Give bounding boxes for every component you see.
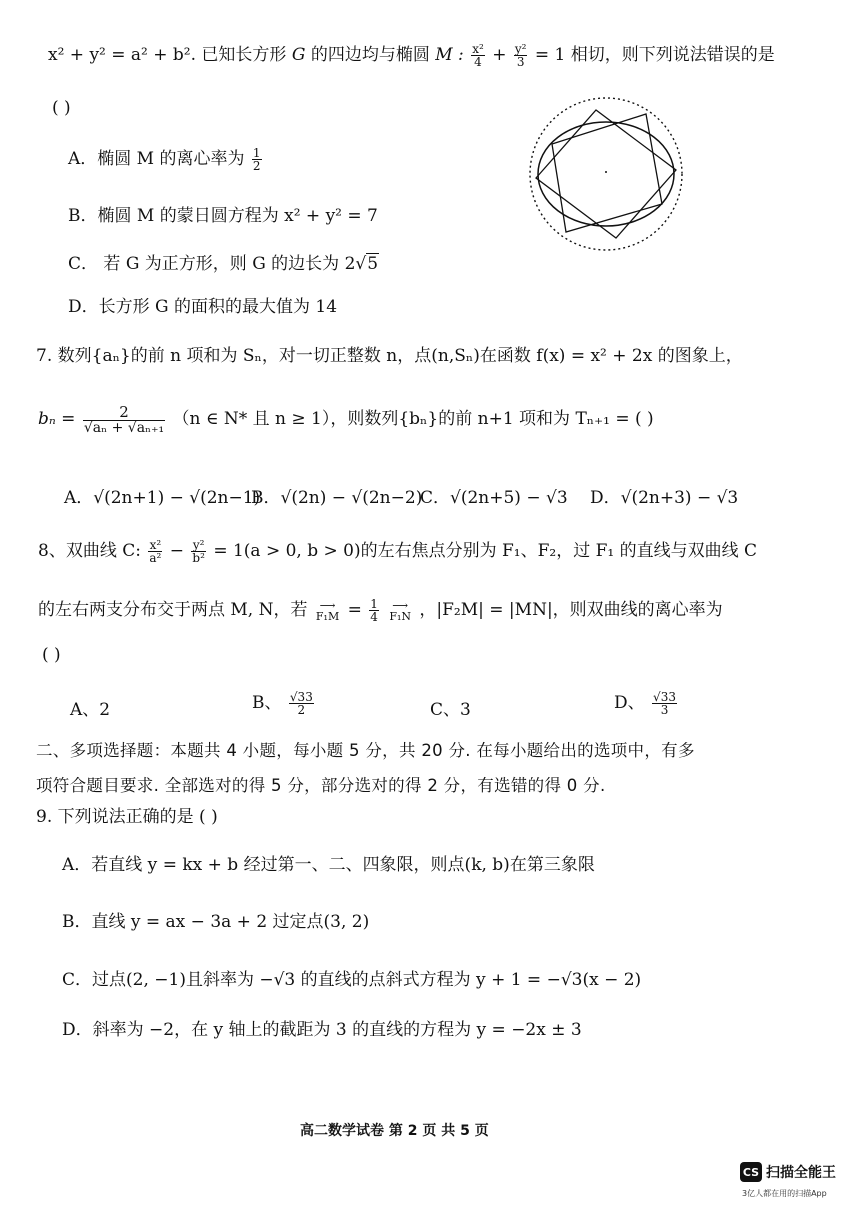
q6-frac-plus: +	[492, 45, 507, 65]
q8-option-b-den: 2	[297, 703, 306, 717]
q8-line2-pre: 的左右两支分布交于两点 M, N，若	[38, 600, 308, 620]
q6-option-a-num: 1	[252, 146, 261, 160]
q7-b-label: bₙ =	[38, 409, 76, 429]
section2-line2: 项符合题目要求. 全部选对的得 5 分，部分选对的得 2 分，有选错的得 0 分.	[36, 776, 606, 795]
q7-option-a: A．√(2n+1) − √(2n−1)	[64, 488, 261, 508]
camscanner-tagline: 3亿人都在用的扫描App	[742, 1189, 827, 1198]
q8-line2-post: ，|F₂M| = |MN|，则双曲线的离心率为	[419, 600, 723, 620]
q6-option-c-root: 5	[367, 254, 379, 274]
q8-vec2: F₁N	[389, 609, 411, 623]
q7-b-den: √aₙ + √aₙ₊₁	[83, 419, 165, 436]
q8-vector-f1m	[315, 600, 340, 622]
ellipse-m	[538, 122, 674, 226]
q8-line2	[38, 595, 723, 623]
q8-option-b-frac	[289, 691, 314, 716]
section2-line1: 二、多项选择题：本题共 4 小题，每小题 5 分，共 20 分. 在每小题给出的选项中，有多	[36, 741, 695, 760]
q7-b-num: 2	[83, 405, 165, 421]
q8-coef	[369, 598, 379, 623]
q7-line2-post: （n ∈ N* 且 n ≥ 1），则数列{bₙ}的前 n+1 项和为 Tₙ₊₁ = ( )	[172, 409, 654, 429]
q8-option-d-label: D、	[614, 693, 645, 713]
camscanner-logo-icon: CS	[740, 1162, 762, 1182]
q6-frac-x	[471, 43, 485, 68]
q8-eq: =	[347, 600, 362, 620]
q6-frac1-num: x²	[472, 42, 484, 56]
q7-b-frac	[83, 402, 165, 436]
q8-f1-den: a²	[149, 551, 162, 565]
q6-paren: ( )	[52, 98, 71, 118]
q8-option-b-num: √33	[289, 690, 313, 704]
q9-stem: 9. 下列说法正确的是 ( )	[36, 807, 218, 827]
q8-vec1: F₁M	[315, 609, 340, 623]
q8-frac-x	[148, 539, 162, 564]
monge-circle	[530, 98, 682, 250]
q9-option-d: D．斜率为 −2，在 y 轴上的截距为 3 的直线的方程为 y = −2x ± 3	[62, 1020, 582, 1040]
q7-line1: 7. 数列{aₙ}的前 n 项和为 Sₙ，对一切正整数 n，点(n,Sₙ)在函数 f(x) = x² + 2x 的图象上，	[36, 346, 743, 366]
q8-f2-den: b²	[192, 551, 205, 565]
q8-option-d-frac	[652, 691, 677, 716]
q6-option-a-text: A．椭圆 M 的离心率为	[68, 149, 245, 169]
q8-f1-num: x²	[149, 538, 162, 552]
q8-option-c: C、3	[430, 700, 471, 720]
q6-option-c-text: C． 若 G 为正方形，则 G 的边长为 2	[68, 254, 356, 274]
q6-frac-y	[514, 43, 528, 68]
q8-frac-y	[191, 539, 206, 564]
q8-vec1-arrow: ⟶	[319, 598, 336, 612]
q8-vec2-arrow: ⟶	[392, 598, 409, 612]
q6-stem-m: M :	[435, 45, 464, 65]
q6-option-a	[68, 144, 264, 172]
q9-option-b: B．直线 y = ax − 3a + 2 过定点(3, 2)	[62, 912, 370, 932]
monge-circle-figure	[524, 92, 688, 256]
q8-option-d	[614, 688, 679, 716]
q7-option-b: B．√(2n) − √(2n−2)	[251, 488, 423, 508]
q6-stem-g: G	[291, 45, 306, 65]
q8-coef-den: 4	[370, 610, 378, 624]
q6-stem-post: = 1 相切，则下列说法错误的是	[534, 45, 775, 65]
q6-option-a-den: 2	[252, 159, 261, 173]
q6-frac1-den: 4	[474, 55, 482, 69]
q8-line1-post: = 1(a > 0, b > 0)的左右焦点分别为 F₁、F₂，过 F₁ 的直线与双曲线 C	[213, 541, 758, 561]
q8-option-b	[252, 688, 316, 716]
figure-center-dot	[605, 171, 607, 173]
q6-stem-line	[48, 40, 775, 68]
q8-coef-num: 1	[370, 597, 378, 611]
q8-f2-num: y²	[192, 538, 205, 552]
q8-option-a: A、2	[70, 700, 111, 720]
q6-stem-pre: x² + y² = a² + b². 已知长方形	[48, 45, 287, 65]
q8-option-d-den: 3	[660, 703, 669, 717]
q6-option-a-frac	[252, 147, 262, 172]
q8-option-d-num: √33	[653, 690, 676, 704]
q6-option-c: C． 若 G 为正方形，则 G 的边长为 2√5	[68, 254, 379, 274]
q9-option-c: C．过点(2, −1)且斜率为 −√3 的直线的点斜式方程为 y + 1 = −√3(x − 2)	[62, 970, 642, 990]
q8-paren: ( )	[42, 645, 61, 665]
q6-stem-mid: 的四边均与椭圆	[310, 45, 430, 65]
q8-vector-f1n	[388, 600, 412, 622]
q7-option-c: C．√(2n+5) − √3	[420, 488, 568, 508]
q6-frac2-num: y²	[514, 42, 527, 56]
q8-line1-pre: 8、双曲线 C:	[38, 541, 141, 561]
q9-option-a: A．若直线 y = kx + b 经过第一、二、四象限，则点(k, b)在第三象限	[62, 855, 595, 875]
camscanner-name: 扫描全能王	[766, 1165, 836, 1181]
q8-line1	[38, 536, 757, 564]
q6-option-d: D．长方形 G 的面积的最大值为 14	[68, 297, 338, 317]
q6-frac2-den: 3	[516, 55, 525, 69]
q8-minus: −	[169, 541, 184, 561]
page-footer: 高二数学试卷 第 2 页 共 5 页	[300, 1123, 489, 1139]
q6-option-b: B．椭圆 M 的蒙日圆方程为 x² + y² = 7	[68, 206, 378, 226]
q7-option-d: D．√(2n+3) − √3	[590, 488, 739, 508]
q7-line2	[38, 404, 654, 435]
q8-option-b-label: B、	[252, 693, 282, 713]
